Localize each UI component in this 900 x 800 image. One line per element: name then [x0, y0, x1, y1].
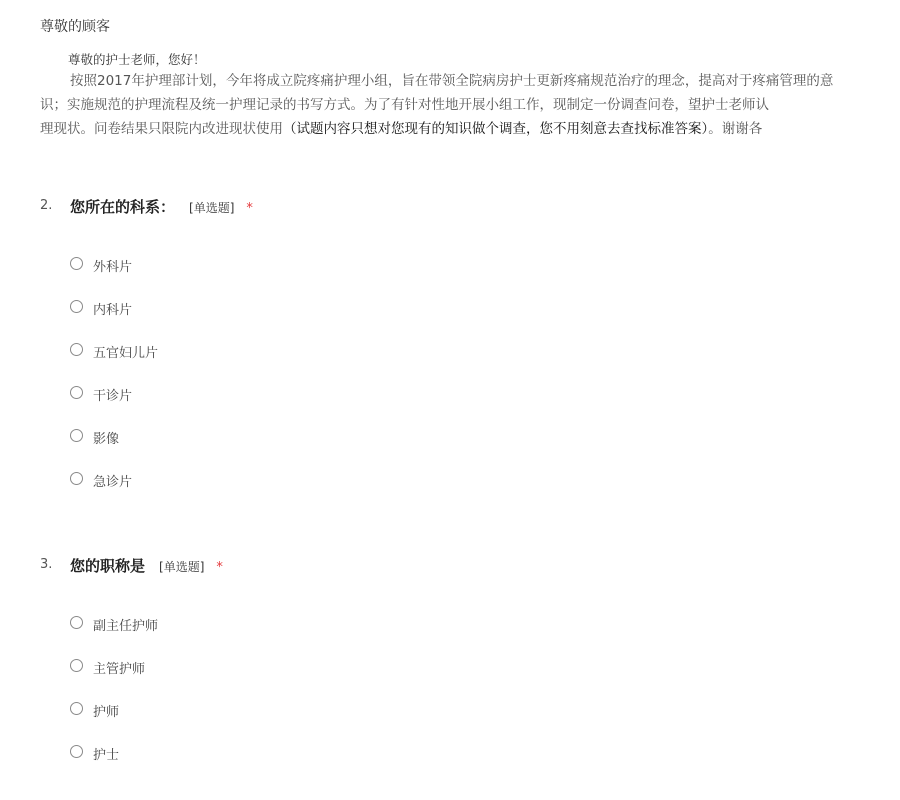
- option-label: 外科片: [93, 260, 133, 275]
- intro-salutation: 尊敬的护士老师，您好！: [68, 52, 206, 67]
- option-label: 护师: [93, 705, 120, 720]
- radio-button[interactable]: [70, 616, 83, 629]
- radio-button[interactable]: [70, 386, 83, 399]
- question-title: [70, 196, 253, 217]
- option-cadre-clinic[interactable]: [70, 385, 158, 428]
- option-label: 内科片: [93, 303, 133, 318]
- option-emergency[interactable]: [70, 471, 158, 514]
- option-ent-gynecology-pediatrics[interactable]: [70, 342, 158, 385]
- radio-button[interactable]: [70, 472, 83, 485]
- option-label: 副主任护师: [93, 619, 159, 634]
- intro-line-3-suffix: 。谢谢各: [708, 121, 763, 137]
- option-deputy-chief-nurse[interactable]: [70, 615, 158, 658]
- option-label: 急诊片: [93, 475, 133, 490]
- option-nurse-practitioner[interactable]: [70, 701, 158, 744]
- radio-button[interactable]: [70, 343, 83, 356]
- radio-button[interactable]: [70, 300, 83, 313]
- option-label: 护士: [93, 748, 120, 763]
- intro-line-2: 识；实施规范的护理流程及统一护理记录的书写方式。为了有针对性地开展小组工作，现制定一份调查问卷，望护士老师认: [40, 97, 769, 113]
- option-list: [70, 615, 158, 787]
- option-imaging[interactable]: [70, 428, 158, 471]
- question-number: 3.: [40, 557, 53, 572]
- question-number: 2.: [40, 198, 53, 213]
- required-mark: *: [246, 201, 253, 216]
- question-type-label: [单选题]: [159, 560, 205, 574]
- option-list: [70, 256, 158, 514]
- question-title: [70, 555, 223, 576]
- option-label: 五官妇儿片: [93, 346, 159, 361]
- page-title: 尊敬的顾客: [40, 19, 110, 35]
- intro-line-3: [40, 118, 762, 140]
- option-nurse[interactable]: [70, 744, 158, 787]
- question-title-text: 您所在的科系：: [70, 198, 176, 216]
- option-internal-medicine[interactable]: [70, 299, 158, 342]
- option-label: 干诊片: [93, 389, 133, 404]
- required-mark: *: [216, 560, 223, 575]
- option-surgery[interactable]: [70, 256, 158, 299]
- option-label: 影像: [93, 432, 120, 447]
- radio-button[interactable]: [70, 745, 83, 758]
- intro-line-3-text: 理现状。问卷结果只限院内改进现状使用: [40, 121, 283, 137]
- radio-button[interactable]: [70, 702, 83, 715]
- option-label: 主管护师: [93, 662, 146, 677]
- radio-button[interactable]: [70, 257, 83, 270]
- intro-line-3-emphasis: （试题内容只想对您现有的知识做个调查，您不用刻意去查找标准答案）: [283, 121, 709, 137]
- question-title-text: 您的职称是: [70, 557, 146, 575]
- radio-button[interactable]: [70, 659, 83, 672]
- radio-button[interactable]: [70, 429, 83, 442]
- option-supervisor-nurse[interactable]: [70, 658, 158, 701]
- question-type-label: [单选题]: [189, 201, 235, 215]
- intro-line-1: 按照2017年护理部计划，今年将成立院疼痛护理小组，旨在带领全院病房护士更新疼痛规范治疗的理念，提高对于疼痛管理的意: [70, 73, 834, 89]
